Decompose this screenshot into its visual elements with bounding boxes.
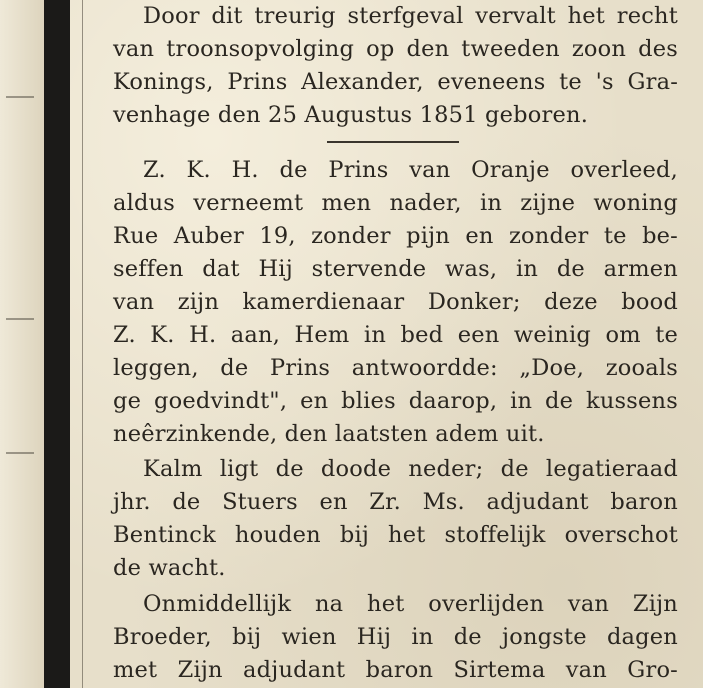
text-line: Broeder, bij wien Hij in de jongste dagen: [113, 624, 678, 650]
adjacent-column-edge: [0, 0, 44, 688]
text-line: Kalm ligt de doode neder; de legatieraad: [143, 456, 678, 482]
text-line: Bentinck houden bij het stoffelijk overschot: [113, 522, 678, 548]
mourning-border: [44, 0, 70, 688]
text-line: Door dit treurig sterfgeval vervalt het recht: [143, 3, 678, 29]
text-line: de wacht.: [113, 555, 226, 581]
text-line: Z. K. H. de Prins van Oranje overleed,: [143, 157, 678, 183]
text-line: leggen, de Prins antwoordde: „Doe, zooals: [113, 355, 678, 381]
text-line: Konings, Prins Alexander, eveneens te 's Gra-: [113, 69, 678, 95]
text-line: Rue Auber 19, zonder pijn en zonder te be-: [113, 223, 678, 249]
text-line: seffen dat Hij stervende was, in de armen: [113, 256, 678, 282]
text-line: venhage den 25 Augustus 1851 geboren.: [113, 102, 589, 128]
text-line: van troonsopvolging op den tweeden zoon des: [113, 36, 678, 62]
section-divider: [327, 141, 459, 143]
column-rule: [82, 0, 83, 688]
text-line: van zijn kamerdienaar Donker; deze bood: [113, 289, 678, 315]
text-line: Onmiddellijk na het overlijden van Zijn: [143, 591, 678, 617]
text-line: Z. K. H. aan, Hem in bed een weinig om te: [113, 322, 678, 348]
text-line: ge goedvindt", en blies daarop, in de kussens: [113, 388, 678, 414]
text-line: jhr. de Stuers en Zr. Ms. adjudant baron: [113, 489, 678, 515]
text-line: met Zijn adjudant baron Sirtema van Gro-: [113, 657, 678, 683]
text-line: neêrzinkende, den laatsten adem uit.: [113, 421, 545, 447]
text-line: aldus verneemt men nader, in zijne woning: [113, 190, 678, 216]
